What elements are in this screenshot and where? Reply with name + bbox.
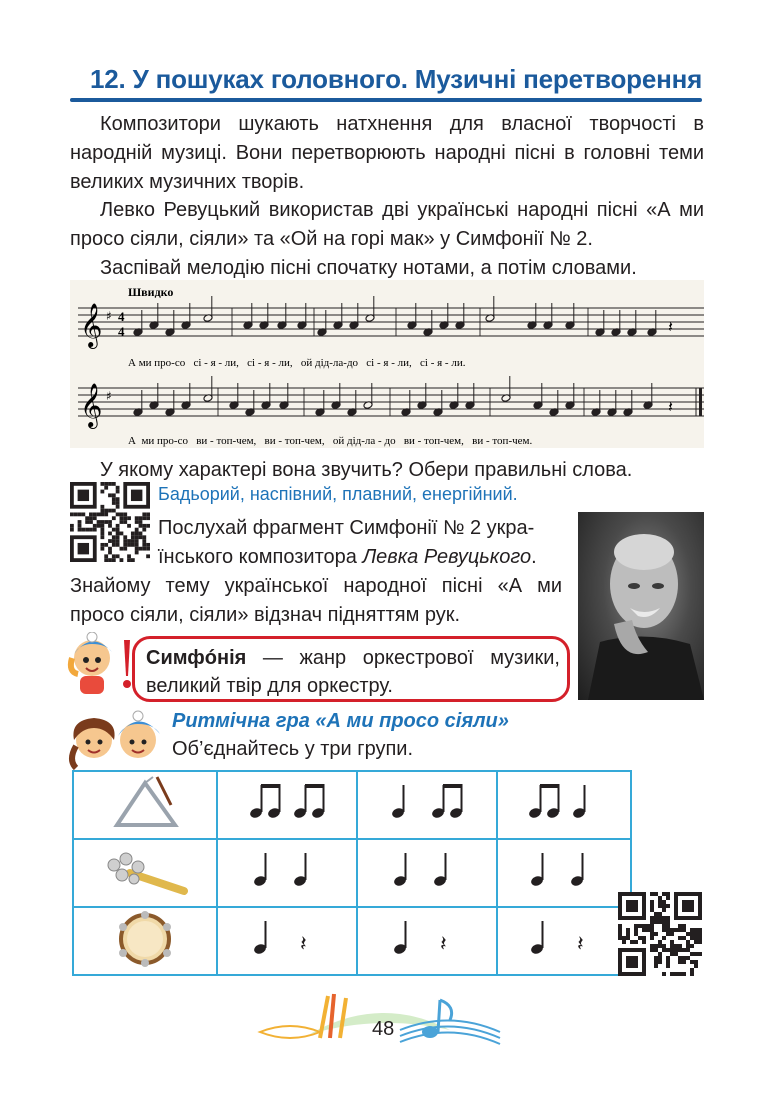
score-svg [70,280,704,448]
rhythm-cell [357,771,497,839]
score-note [331,383,341,409]
listen-line-2-end: . [531,546,537,568]
score-note [439,303,449,329]
score-note [229,383,239,409]
rhythm-cell [217,771,357,839]
final-barline [699,388,702,416]
score-note [203,296,213,322]
page-title: 12. У пошуках головного. Музичні перетворення [90,64,703,94]
paragraph-intro-text: Композитори шукають натхнення для власної творчості в народній музиці. Вони перетворюють народні пісні в головні теми великих музичних творів. [70,113,704,193]
eighth-pair-icon [293,784,325,819]
score-note [165,390,175,416]
portrait-figure [578,512,704,700]
sharp-icon: ♯ [106,309,112,323]
paragraph-sing [70,254,704,283]
rhythm-pattern [367,911,487,967]
table-row [73,771,631,839]
quarter-note-icon [570,853,584,887]
rest-icon: 𝄽 [300,931,307,957]
rhythm-pattern [227,911,347,967]
score-note [449,383,459,409]
rest-icon: 𝄽 [440,931,447,957]
page-number: 48 [372,1018,395,1040]
question-character [70,456,704,485]
rhythm-pattern [367,843,487,899]
qr-code-1[interactable] [70,482,150,562]
score-note [647,310,657,336]
rhythm-pattern [367,775,487,831]
score-note [623,390,633,416]
score-note [317,310,327,336]
quarter-note-icon [393,921,407,955]
listen-line-1: Послухай фрагмент Симфонії № 2 укра- [158,517,535,539]
time-signature-bottom: 4 [118,324,125,339]
rhythm-cell [357,839,497,907]
quarter-note-icon [391,785,405,819]
listen-line-2: їнського композитора [158,546,363,568]
definition-text [146,644,560,700]
rhythm-cell [357,907,497,975]
quarter-note-icon [572,785,586,819]
lyrics-line-2: А ми про-со ви - топ-чем, ви - топ-чем, ой дід-ла - до ви - топ-чем, ви - топ-чем. [128,435,533,447]
score-note [261,383,271,409]
mascots-pair-icon [66,706,170,772]
rhythm-pattern [227,775,347,831]
score-note [347,390,357,416]
rest-icon: 𝄽 [577,931,584,957]
paragraph-intro [70,110,704,197]
time-signature-top: 4 [118,309,125,324]
rhythm-pattern [504,775,624,831]
score-note [627,310,637,336]
score-note [149,303,159,329]
rhythm-table [72,770,632,976]
quarter-note-icon [253,921,267,955]
table-row [73,907,631,975]
listen-instruction [158,514,562,572]
score-note [279,383,289,409]
score-note [349,303,359,329]
score-note [181,303,191,329]
score-note [501,376,511,402]
score-note [485,296,495,322]
score-note [543,303,553,329]
score-note [595,310,605,336]
paragraph-revutsky [70,196,704,254]
notes-line-1 [133,296,673,336]
score-note [259,303,269,329]
score-note [423,310,433,336]
score-note [333,303,343,329]
quarter-note-icon [253,853,267,887]
score-note [401,390,411,416]
tempo-marking: Швидко [128,285,174,299]
paragraph-sing-text: Заспівай мелодію пісні спочатку нотами, а потім словами. [100,257,637,279]
score-note [365,296,375,322]
mascot-exclamation-icon [66,632,140,702]
score-note [165,310,175,336]
score-note [607,390,617,416]
score-note [565,303,575,329]
quarter-note-icon [293,853,307,887]
rhythm-pattern [227,843,347,899]
treble-clef-icon-2: 𝄞 [80,383,103,427]
quarter-rest-icon: 𝄽 [668,317,673,336]
treble-clef-icon: 𝄞 [80,303,103,347]
score-note [455,303,465,329]
score-note [591,390,601,416]
quarter-rest-icon: 𝄽 [668,397,673,416]
eighth-pair-icon [528,784,560,819]
quarter-note-icon [530,921,544,955]
score-note [149,383,159,409]
table-row [73,839,631,907]
score-note [611,310,621,336]
sharp-icon-2: ♯ [106,389,112,403]
score-note [315,390,325,416]
score-note [203,376,213,402]
score-note [245,390,255,416]
paragraph-revutsky-text: Левко Ревуцький використав дві українські народні пісні «А ми просо сіяли, сіяли» та «Ой на горі мак» у Симфонії № 2. [70,199,704,250]
score-note [417,383,427,409]
composer-portrait [578,512,704,700]
quarter-note-icon [530,853,544,887]
game-instruction: Об’єднайтесь у три групи. [172,738,414,760]
game-title: Ритмічна гра «А ми просо сіяли» [172,710,509,732]
score-note [181,383,191,409]
rhythm-cell [497,839,631,907]
score-note [549,390,559,416]
score-note [565,383,575,409]
rhythm-cell [497,771,631,839]
score-note [133,310,143,336]
eighth-pair-icon [431,784,463,819]
instrument-cell [73,839,217,907]
jingle-stick-icon [100,843,190,899]
tambourine-icon [105,909,185,969]
rhythm-cell [217,907,357,975]
score-note [465,383,475,409]
question-character-text: У якому характері вона звучить? Обери правильні слова. [100,459,633,481]
eighth-pair-icon [249,784,281,819]
definition-term: Симфóнія [146,647,247,669]
instrument-cell [73,907,217,975]
lyrics-line-1: А ми про-со сі - я - ли, сі - я - ли, ой дід-ла-до сі - я - ли, сі - я - ли. [128,357,466,369]
definition-body: — жанр оркестрової музики, великий твір для оркестру. [146,647,560,697]
qr-code-2[interactable] [618,892,702,976]
rhythm-pattern [504,911,624,967]
title-underline [70,98,702,102]
score-note [643,383,653,409]
score-note [133,390,143,416]
score-note [407,303,417,329]
score-note [433,390,443,416]
listen-continuation: Знайому тему української народної пісні «А ми просо сіяли, сіяли» відзнач підняттям рук. [70,575,562,626]
score-note [363,383,373,409]
answer-options: Бадьорий, наспівний, плавний, енергійний. [158,484,518,504]
score-note [277,303,287,329]
rhythm-pattern [504,843,624,899]
quarter-note-icon [393,853,407,887]
score-note [527,303,537,329]
music-score [70,280,704,448]
score-note [533,383,543,409]
composer-name: Левка Ревуцького [362,546,532,568]
quarter-note-icon [433,853,447,887]
rhythm-cell [497,907,631,975]
score-note [297,303,307,329]
rhythm-cell [217,839,357,907]
instrument-cell [73,771,217,839]
triangle-icon [105,775,185,831]
score-note [243,303,253,329]
notes-line-2 [133,376,673,416]
